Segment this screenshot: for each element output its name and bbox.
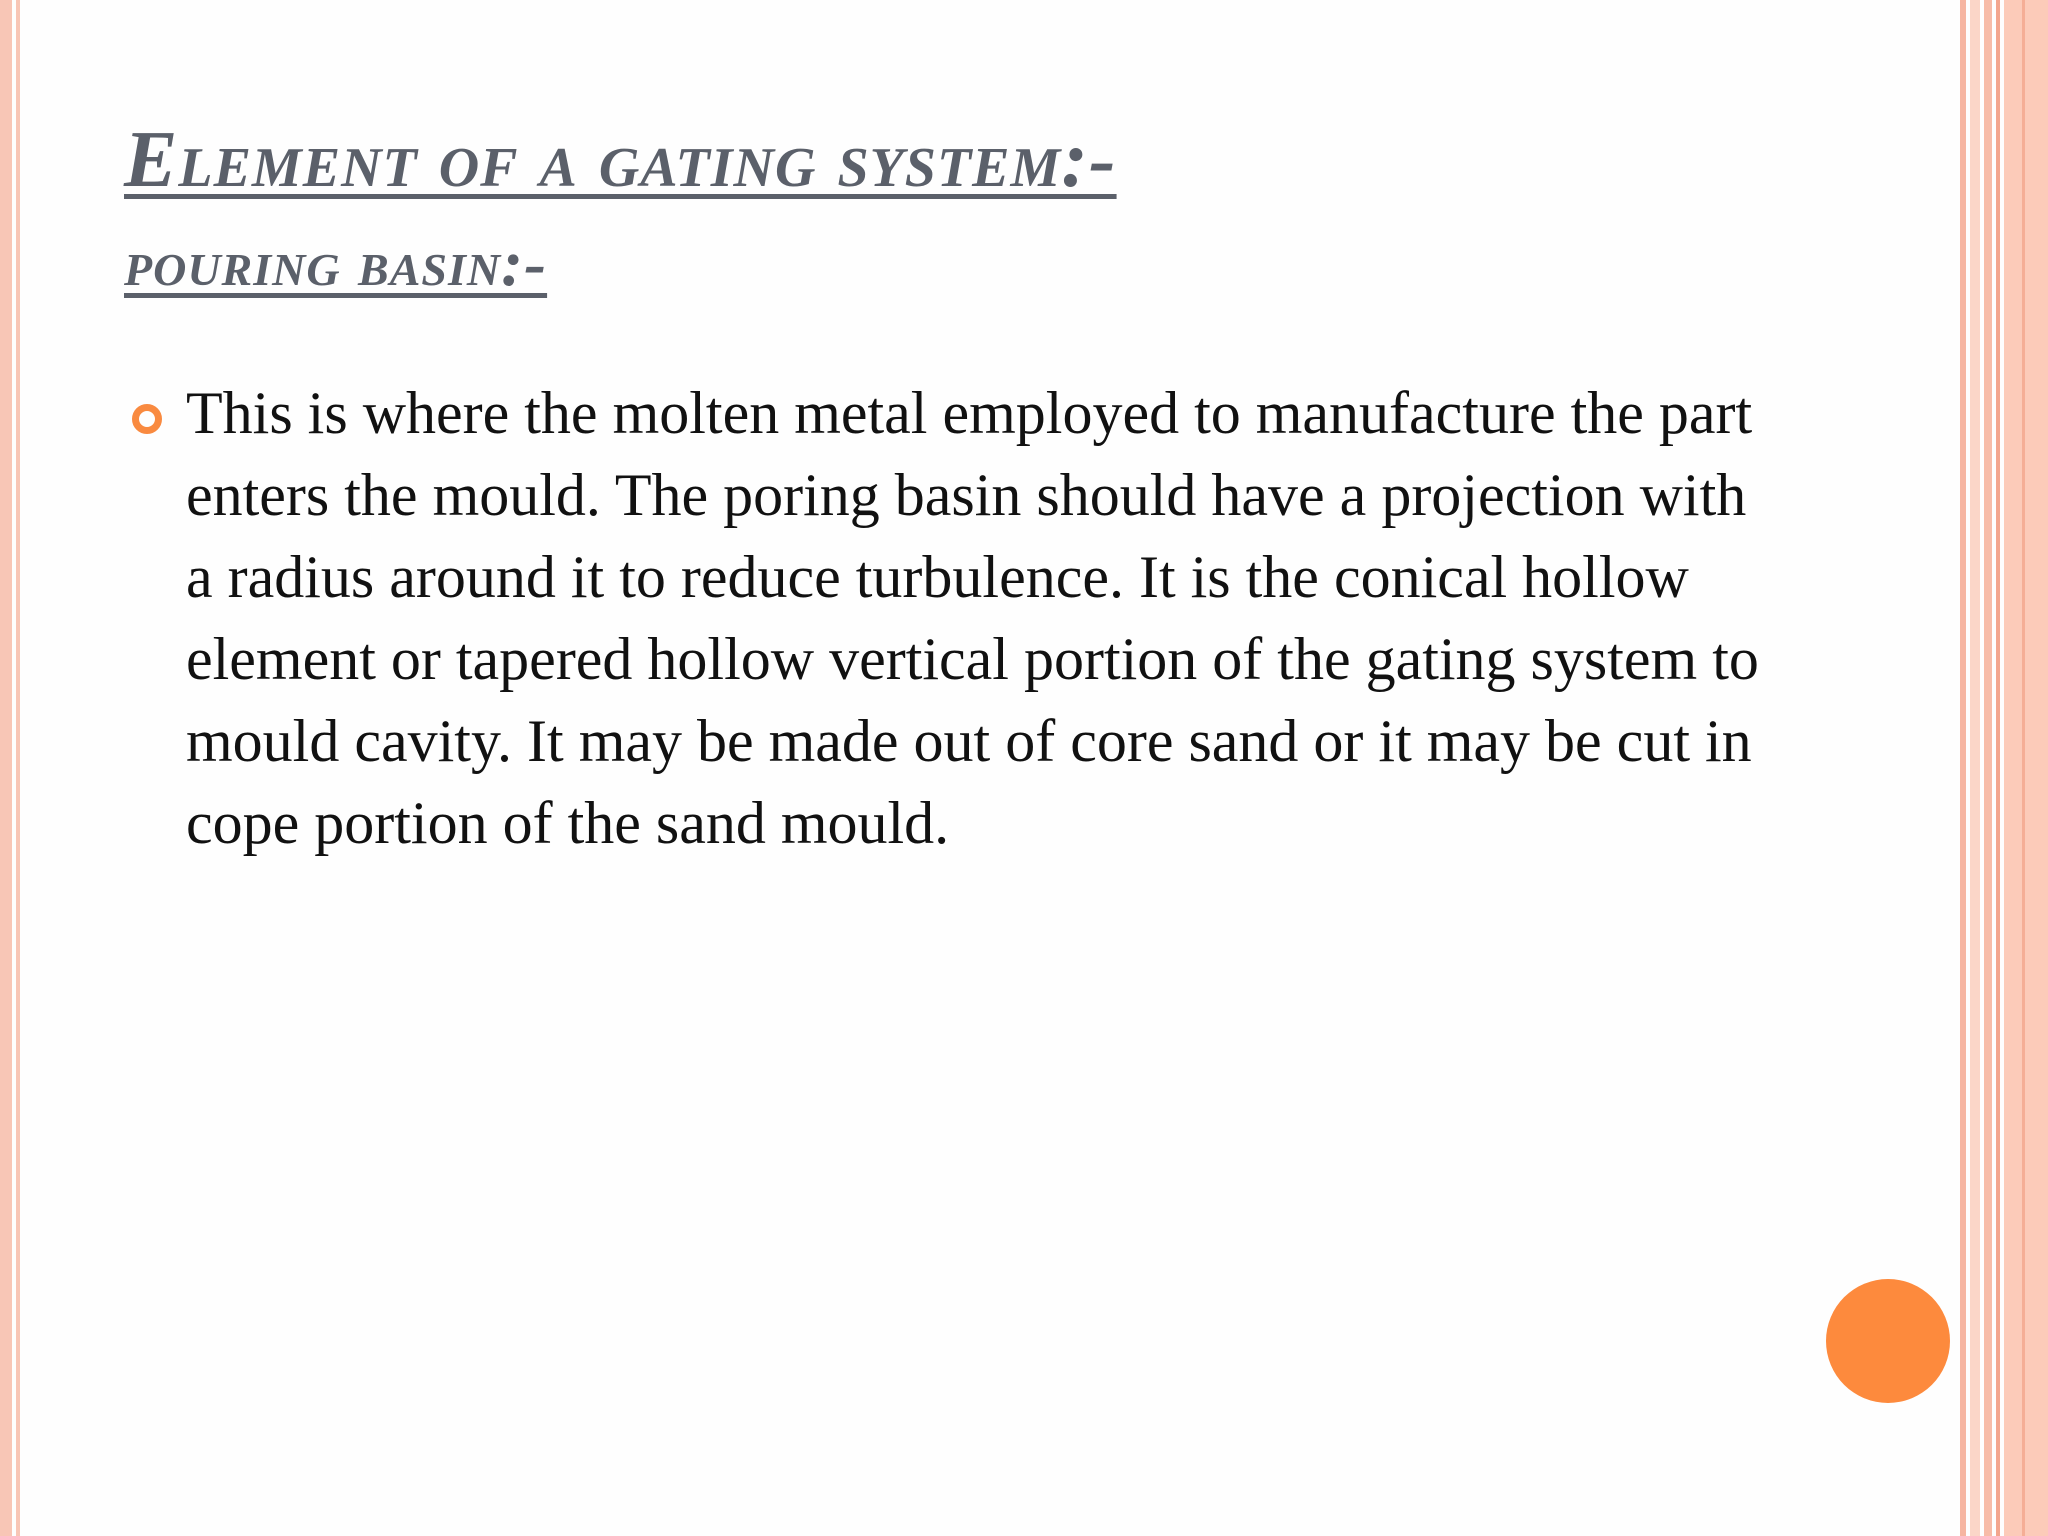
left-border-stripe-thin <box>16 0 20 1536</box>
slide-subtitle: pouring basin:- <box>124 227 548 300</box>
title-block <box>124 108 1824 314</box>
right-border-stripe <box>2022 0 2025 1536</box>
right-border-stripe <box>1984 0 1992 1536</box>
right-border-stripe <box>1996 0 2000 1536</box>
right-border-band <box>2004 0 2048 1536</box>
bullet-list <box>130 372 1770 864</box>
bullet-item <box>130 372 1770 864</box>
bullet-text: This is where the molten metal employed to manufacture the part enters the mould. The poring basin should have a projection with a radius around it to reduce turbulence. It is the conical hollow element or tapered hollow vertical portion of the gating system to mould cavity. It may be made out of core sand or it may be cut in cope portion of the sand mould. <box>186 380 1759 856</box>
right-border-stripe <box>1960 0 1966 1536</box>
decorative-circle <box>1826 1279 1950 1403</box>
right-border-stripe <box>1970 0 1980 1536</box>
slide-title: Element of a gating system:- <box>124 116 1117 204</box>
left-border-stripe <box>0 0 12 1536</box>
ring-bullet-icon <box>132 404 162 434</box>
